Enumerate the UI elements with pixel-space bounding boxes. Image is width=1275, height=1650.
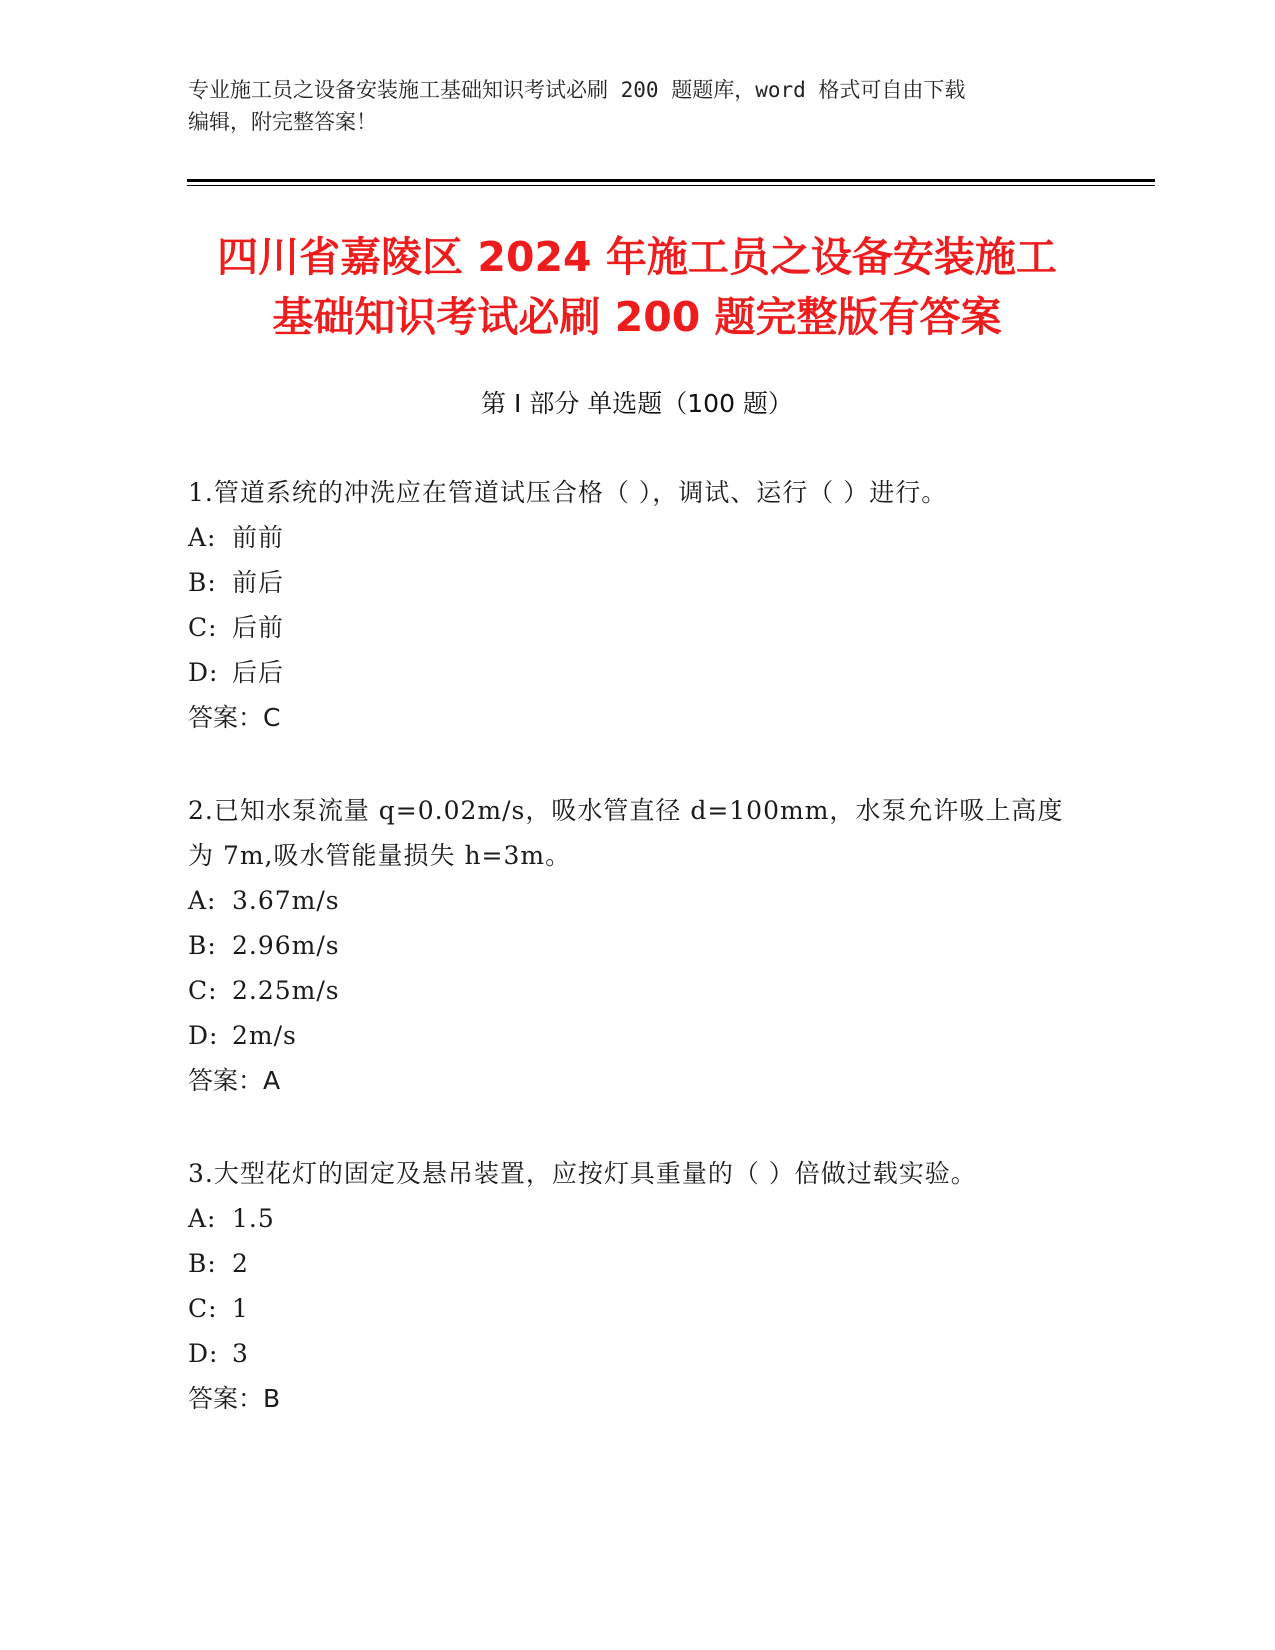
option-key: B: <box>188 568 217 597</box>
option-text: 1 <box>232 1294 249 1323</box>
question-answer: 答案：A <box>188 1066 281 1095</box>
question-item <box>188 1151 1088 1421</box>
option-key: A: <box>188 886 217 915</box>
option-key: D: <box>188 658 219 687</box>
question-option <box>188 650 1088 695</box>
question-answer: 答案：B <box>188 1384 281 1413</box>
option-text: 2.25m/s <box>232 976 340 1005</box>
option-text: 3.67m/s <box>232 886 340 915</box>
header-divider-thin <box>187 185 1155 186</box>
question-stem: 2.已知水泵流量 q=0.02m/s，吸水管直径 d=100mm，水泵允许吸上高度 <box>188 796 1064 825</box>
question-item <box>188 470 1088 740</box>
option-text: 2m/s <box>232 1021 297 1050</box>
question-option <box>188 878 1088 923</box>
section-title: 第 I 部分 单选题（100 题） <box>481 389 793 418</box>
option-key: C: <box>188 1294 218 1323</box>
document-title-line: 四川省嘉陵区 2024 年施工员之设备安装施工 <box>217 233 1057 281</box>
question-option <box>188 605 1088 650</box>
option-key: A: <box>188 1204 217 1233</box>
question-option <box>188 1196 1088 1241</box>
question-item <box>188 788 1088 1103</box>
option-key: A: <box>188 523 217 552</box>
question-answer: 答案：C <box>188 703 281 732</box>
option-key: D: <box>188 1021 219 1050</box>
question-option <box>188 1241 1088 1286</box>
option-text: 前前 <box>232 523 285 552</box>
question-stem: 1.管道系统的冲洗应在管道试压合格（ ），调试、运行（ ）进行。 <box>188 478 948 507</box>
question-option <box>188 923 1088 968</box>
option-text: 2.96m/s <box>232 931 340 960</box>
option-key: C: <box>188 613 218 642</box>
header-note <box>188 74 1088 138</box>
question-stem: 3.大型花灯的固定及悬吊装置，应按灯具重量的（ ）倍做过载实验。 <box>188 1159 977 1188</box>
option-text: 1.5 <box>232 1204 275 1233</box>
header-note-line: 专业施工员之设备安装施工基础知识考试必刷 200 题题库，word 格式可自由下载 <box>188 78 966 102</box>
option-text: 后前 <box>232 613 285 642</box>
option-key: C: <box>188 976 218 1005</box>
question-option <box>188 560 1088 605</box>
option-text: 2 <box>232 1249 249 1278</box>
option-key: B: <box>188 931 217 960</box>
question-option <box>188 515 1088 560</box>
option-text: 后后 <box>232 658 285 687</box>
header-divider-thick <box>187 179 1155 182</box>
header-note-line: 编辑，附完整答案！ <box>188 110 377 134</box>
option-key: B: <box>188 1249 217 1278</box>
document-title <box>137 227 1137 347</box>
question-option <box>188 1013 1088 1058</box>
option-text: 3 <box>232 1339 249 1368</box>
option-text: 前后 <box>232 568 285 597</box>
question-stem: 为 7m,吸水管能量损失 h=3m。 <box>188 841 572 870</box>
document-title-line: 基础知识考试必刷 200 题完整版有答案 <box>272 293 1002 341</box>
question-option <box>188 968 1088 1013</box>
option-key: D: <box>188 1339 219 1368</box>
question-option <box>188 1286 1088 1331</box>
question-option <box>188 1331 1088 1376</box>
